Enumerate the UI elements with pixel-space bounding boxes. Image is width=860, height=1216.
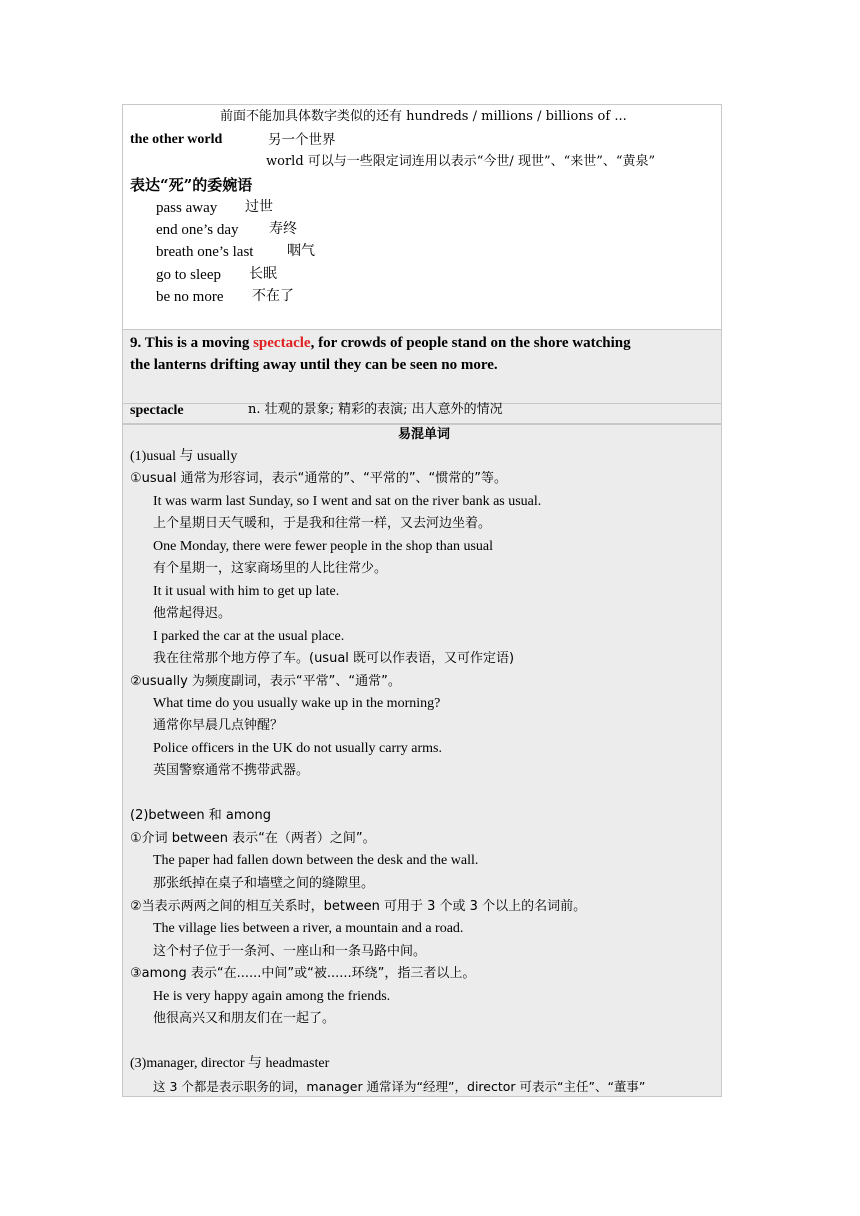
line: 上个星期日天气暖和，于是我和往常一样，又去河边坐着。 <box>153 516 492 531</box>
example-sentence-line2: the lanterns drifting away until they can be seen no more. <box>130 357 498 373</box>
line: 有个星期一，这家商场里的人比往常少。 <box>153 561 388 576</box>
line: 他很高兴又和朋友们在一起了。 <box>153 1011 336 1026</box>
line: 这 3 个都是表示职务的词，manager 通常译为“经理”，director 可表示“主任”、“董事” <box>153 1079 646 1094</box>
line: Police officers in the UK do not usually carry arms. <box>153 741 443 756</box>
euphemism-zh: 寿终 <box>269 221 297 237</box>
line: 他常起得迟。 <box>153 606 232 621</box>
euphemism-en: be no more <box>156 289 224 305</box>
vocab-definition: n. 壮观的景象; 精彩的表演; 出人意外的情况 <box>248 402 503 417</box>
note-line: 前面不能加具体数字类似的还有 hundreds / millions / billions of ... <box>220 109 627 124</box>
line: ②usually 为频度副词，表示“平常”、“通常”。 <box>130 674 401 689</box>
euphemism-en: go to sleep <box>156 267 221 283</box>
line: ①介词 between 表示“在（两者）之间”。 <box>130 831 376 846</box>
line: 那张纸掉在桌子和墙壁之间的缝隙里。 <box>153 876 375 891</box>
euphemism-en: breath one’s last <box>156 244 254 260</box>
line-manager-heading: (3)manager, director 与 headmaster <box>130 1056 330 1071</box>
line-usual-heading: (1)usual 与 usually <box>130 449 238 464</box>
euphemism-en: pass away <box>156 200 218 216</box>
other-world-note: world 可以与一些限定词连用以表示“今世/ 现世”、“来世”、“黄泉” <box>266 154 656 169</box>
sentence-part2: , for crowds of people stand on the shore watching <box>310 335 631 351</box>
euphemism-zh: 过世 <box>245 199 273 215</box>
other-world-def: 另一个世界 <box>268 132 336 148</box>
line: ①usual 通常为形容词，表示“通常的”、“平常的”、“惯常的”等。 <box>130 471 508 486</box>
line: 我在往常那个地方停了车。(usual 既可以作表语，又可作定语) <box>153 651 515 666</box>
confusables-heading: 易混单词 <box>398 427 451 442</box>
line-between-heading: (2)between 和 among <box>130 808 271 823</box>
euphemism-zh: 不在了 <box>252 288 294 304</box>
line: 英国警察通常不携带武器。 <box>153 763 310 778</box>
line: 这个村子位于一条河、一座山和一条马路中间。 <box>153 944 427 959</box>
sentence-highlight: spectacle <box>253 335 311 351</box>
line: He is very happy again among the friends. <box>153 989 391 1004</box>
euphemism-heading: 表达“死”的委婉语 <box>130 176 253 194</box>
line: The paper had fallen down between the desk and the wall. <box>153 853 479 868</box>
other-world-term: the other world <box>130 132 223 147</box>
example-sentence <box>130 332 720 354</box>
line: ③among 表示“在......中间”或“被......环绕”，指三者以上。 <box>130 966 476 981</box>
euphemism-zh: 咽气 <box>287 243 315 259</box>
line: I parked the car at the usual place. <box>153 629 345 644</box>
line: The village lies between a river, a mountain and a road. <box>153 921 464 936</box>
vocab-term: spectacle <box>130 403 184 418</box>
euphemism-en: end one’s day <box>156 222 239 238</box>
line: It it usual with him to get up late. <box>153 584 340 599</box>
sentence-part1: 9. This is a moving <box>130 335 254 351</box>
line: ②当表示两两之间的相互关系时，between 可用于 3 个或 3 个以上的名词前。 <box>130 899 587 914</box>
line: What time do you usually wake up in the morning? <box>153 696 441 711</box>
euphemism-zh: 长眠 <box>249 266 277 282</box>
line: It was warm last Sunday, so I went and sat on the river bank as usual. <box>153 494 542 509</box>
line: One Monday, there were fewer people in the shop than usual <box>153 539 494 554</box>
line: 通常你早晨几点钟醒？ <box>153 718 284 733</box>
